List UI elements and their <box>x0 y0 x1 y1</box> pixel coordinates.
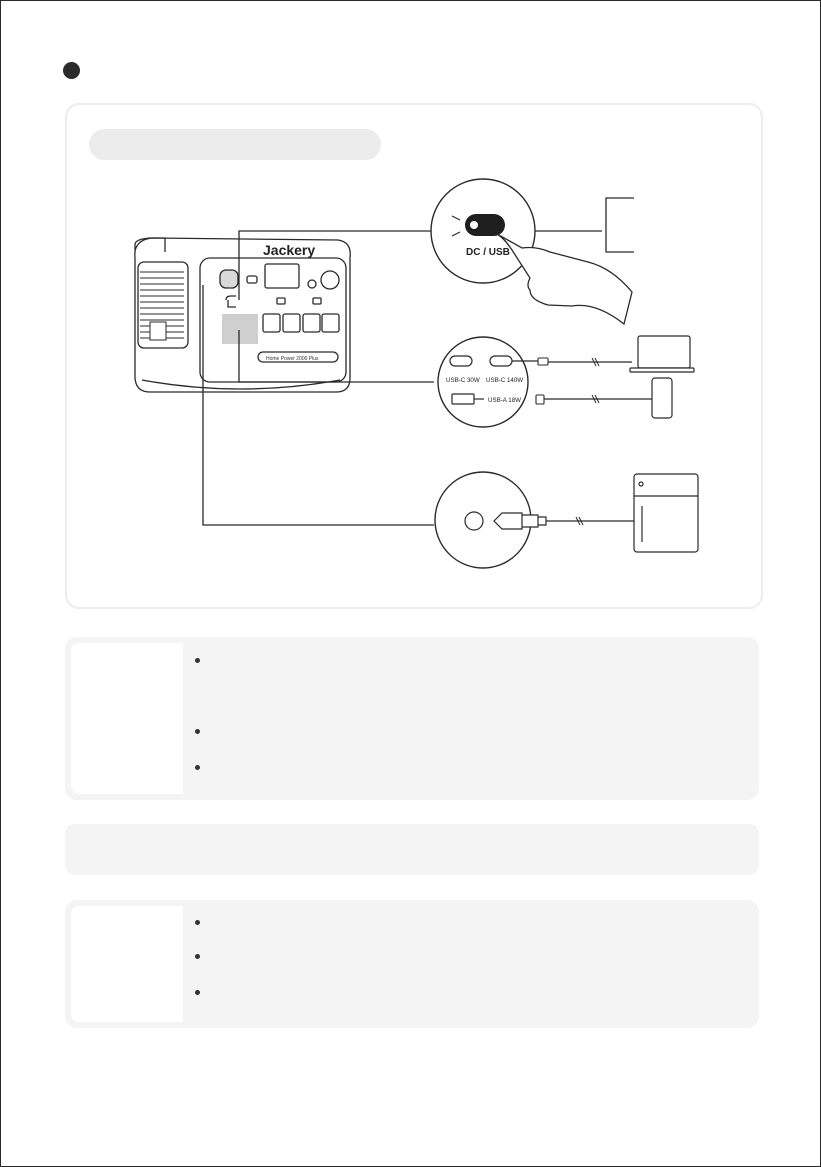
laptop-icon <box>630 336 694 372</box>
usb-ports-callout <box>438 336 694 427</box>
dc-usb-label: DC / USB <box>466 247 510 258</box>
power-button <box>220 270 238 288</box>
vent-grille <box>140 272 184 340</box>
usb-c-30w-label: USB-C 30W <box>446 377 480 384</box>
info-strip <box>65 824 759 875</box>
car-charger-plug-icon <box>494 513 546 529</box>
pointing-hand-icon <box>497 234 632 324</box>
notes-box-1 <box>65 637 759 800</box>
car-fridge-icon <box>634 474 698 552</box>
usb-a-18w-label: USB-A 18W <box>488 397 522 404</box>
front-panel-details <box>247 264 339 362</box>
dc-usb-callout <box>431 179 634 324</box>
notes-box-2 <box>65 900 759 1028</box>
usb-port-panel <box>222 314 258 344</box>
notes-label-column <box>71 643 183 794</box>
phone-icon <box>652 378 672 418</box>
brand-logo: Jackery <box>263 242 316 258</box>
usb-c-140w-label: USB-C 140W <box>486 377 524 384</box>
car-outlet-callout <box>435 472 698 568</box>
notes-label-column <box>71 906 183 1022</box>
product-badge: Home Power 2000 Plus <box>266 356 319 362</box>
